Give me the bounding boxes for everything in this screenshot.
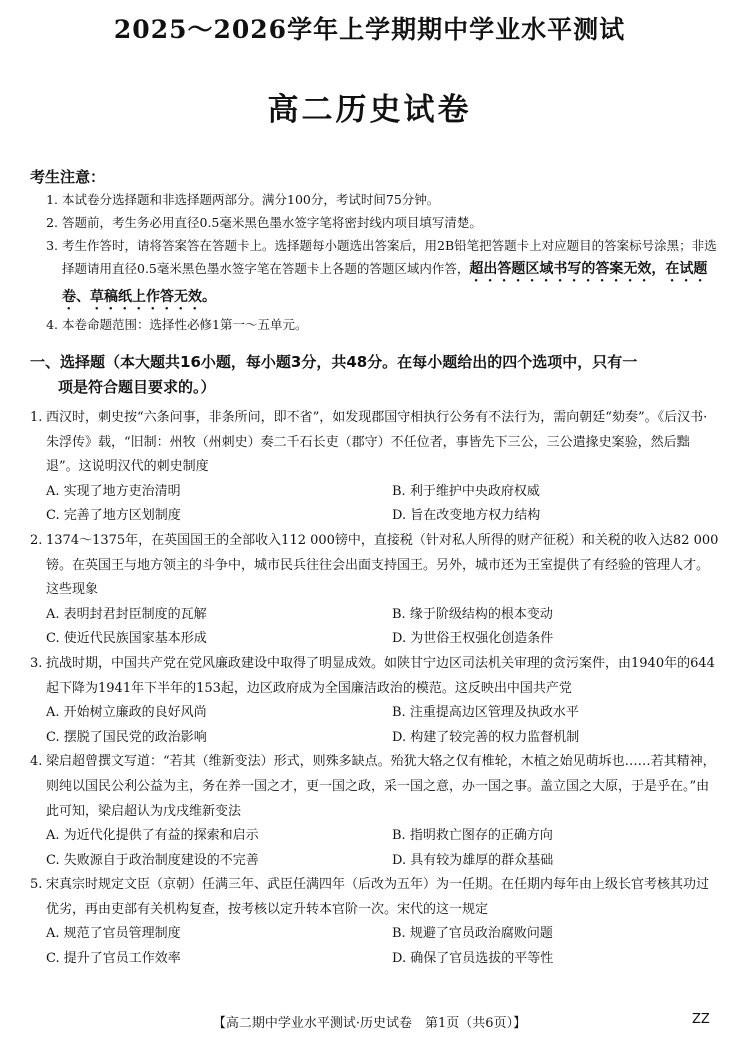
notice-item	[30, 211, 718, 234]
question-number: 3.	[30, 655, 43, 671]
option-a: A. 开始树立廉政的良好风尚	[46, 705, 207, 721]
option-a: A. 表明封君封臣制度的瓦解	[46, 606, 207, 622]
question-number: 2.	[30, 532, 43, 548]
option-d: D. 为世俗王权强化创造条件	[392, 631, 554, 647]
question-stem: 梁启超曾撰文写道：“若其（维新变法）形式，则殊多缺点。殆犹大辂之仅有椎轮，木植之始见萌坼也……若其精神，则纯以国民公利公益为主，务在养一国之才，更一国之政，采一国之意，办一国之事。盖立国之大原，于是乎在。”由此可知，梁启超认为戊戌维新变法	[46, 754, 716, 819]
notice-number: 3.	[46, 238, 58, 253]
question-2	[30, 529, 720, 652]
section-heading	[30, 350, 720, 400]
question-list	[30, 406, 720, 972]
option-c: C. 使近代民族国家基本形成	[46, 631, 207, 647]
option-b: B. 利于维护中央政府权威	[392, 483, 540, 499]
option-b: B. 注重提高边区管理及执政水平	[392, 705, 579, 721]
section-heading-line2: 项是符合题目要求的。）	[58, 378, 216, 396]
option-c: C. 失败源自于政治制度建设的不完善	[46, 852, 259, 868]
section-heading-line1: 一、选择题（本大题共16小题，每小题3分，共48分。在每小题给出的四个选项中，只有一	[30, 353, 638, 371]
notice-number: 1.	[46, 192, 58, 207]
option-b: B. 规避了官员政治腐败问题	[392, 926, 553, 942]
page-footer: 【高二期中学业水平测试·历史试卷 第1页（共6页）】	[212, 1016, 527, 1031]
question-3	[30, 652, 720, 750]
notice-number: 4.	[46, 317, 58, 332]
notice-item	[30, 234, 718, 313]
question-stem: 宋真宗时规定文臣（京朝）任满三年、武臣任满四年（后改为五年）为一任期。在任期内每年由上级长官考核其功过优劣，再由吏部有关机构复查，按考核以定升转本官阶一次。宋代的这一规定	[46, 877, 710, 917]
question-4	[30, 750, 720, 873]
notice-item	[30, 313, 718, 336]
notice-text: 考生作答时，请将答案答在答题卡上。选择题每小题选出答案后，用2B铅笔把答题卡上对应题目的答案标号涂黑；非选择题请用直径0.5毫米黑色墨水签字笔在答题卡上各题的答题区域内作答，	[62, 238, 717, 276]
question-number: 5.	[30, 877, 43, 893]
notice-text: 本卷命题范围：选择性必修1第一～五单元。	[62, 317, 308, 332]
option-b: B. 缘于阶级结构的根本变动	[392, 606, 553, 622]
footer-code: ZZ	[692, 1012, 710, 1027]
option-c: C. 摆脱了国民党的政治影响	[46, 729, 207, 745]
exam-title: 2025～2026学年上学期期中学业水平测试	[113, 15, 626, 44]
question-1	[30, 406, 720, 529]
notice-text: 答题前，考生务必用直径0.5毫米黑色墨水签字笔将密封线内项目填写清楚。	[62, 215, 482, 230]
option-a: A. 为近代化提供了有益的探索和启示	[46, 828, 259, 844]
option-b: B. 指明救亡图存的正确方向	[392, 828, 553, 844]
notice-text: 本试卷分选择题和非选择题两部分。满分100分，考试时间75分钟。	[62, 192, 440, 207]
option-c: C. 提升了官员工作效率	[46, 951, 181, 967]
option-d: D. 具有较为雄厚的群众基础	[392, 852, 554, 868]
option-c: C. 完善了地方区划制度	[46, 508, 181, 524]
notice-number: 2.	[46, 215, 58, 230]
notice-emphasis: 超出答题区域书写的答案无效，在试题卷、草稿纸上作答无效。	[62, 261, 708, 305]
question-stem: 抗战时期，中国共产党在党风廉政建设中取得了明显成效。如陕甘宁边区司法机关审理的贪污案件，由1940年的644起下降为1941年下半年的153起，边区政府成为全国廉洁政治的模范。这反映出中国共产党	[46, 655, 715, 696]
question-number: 4.	[30, 754, 43, 770]
exam-subtitle: 高二历史试卷	[267, 92, 472, 128]
option-d: D. 确保了官员选拔的平等性	[392, 951, 554, 967]
option-a: A. 规范了官员管理制度	[46, 926, 181, 942]
question-number: 1.	[30, 410, 43, 425]
question-5	[30, 873, 720, 971]
notice-item	[30, 188, 718, 211]
option-a: A. 实现了地方吏治清明	[46, 483, 181, 499]
question-stem: 1374～1375年，在英国国王的全部收入112 000镑中，直接税（针对私人所得的财产征税）和关税的收入达82 000镑。在英国王与地方领主的斗争中，城市民兵往往会出面支持国王。另外，城市还为王室提供了有经验的管理人才。这些现象	[46, 532, 719, 598]
notice-heading: 考生注意：	[30, 168, 106, 186]
option-d: D. 构建了较完善的权力监督机制	[392, 729, 580, 745]
question-stem: 西汉时，刺史按“六条问事，非条所问，即不省”，如发现郡国守相执行公务有不法行为，需向朝廷“劾奏”。《后汉书·朱浮传》载，“旧制：州牧（州刺史）奏二千石长吏（郡守）不任位者，事皆先下三公，三公遣掾史案验，然后黜退”。这说明汉代的刺史制度	[46, 410, 708, 475]
notice-list	[30, 188, 718, 336]
option-d: D. 旨在改变地方权力结构	[392, 508, 541, 524]
